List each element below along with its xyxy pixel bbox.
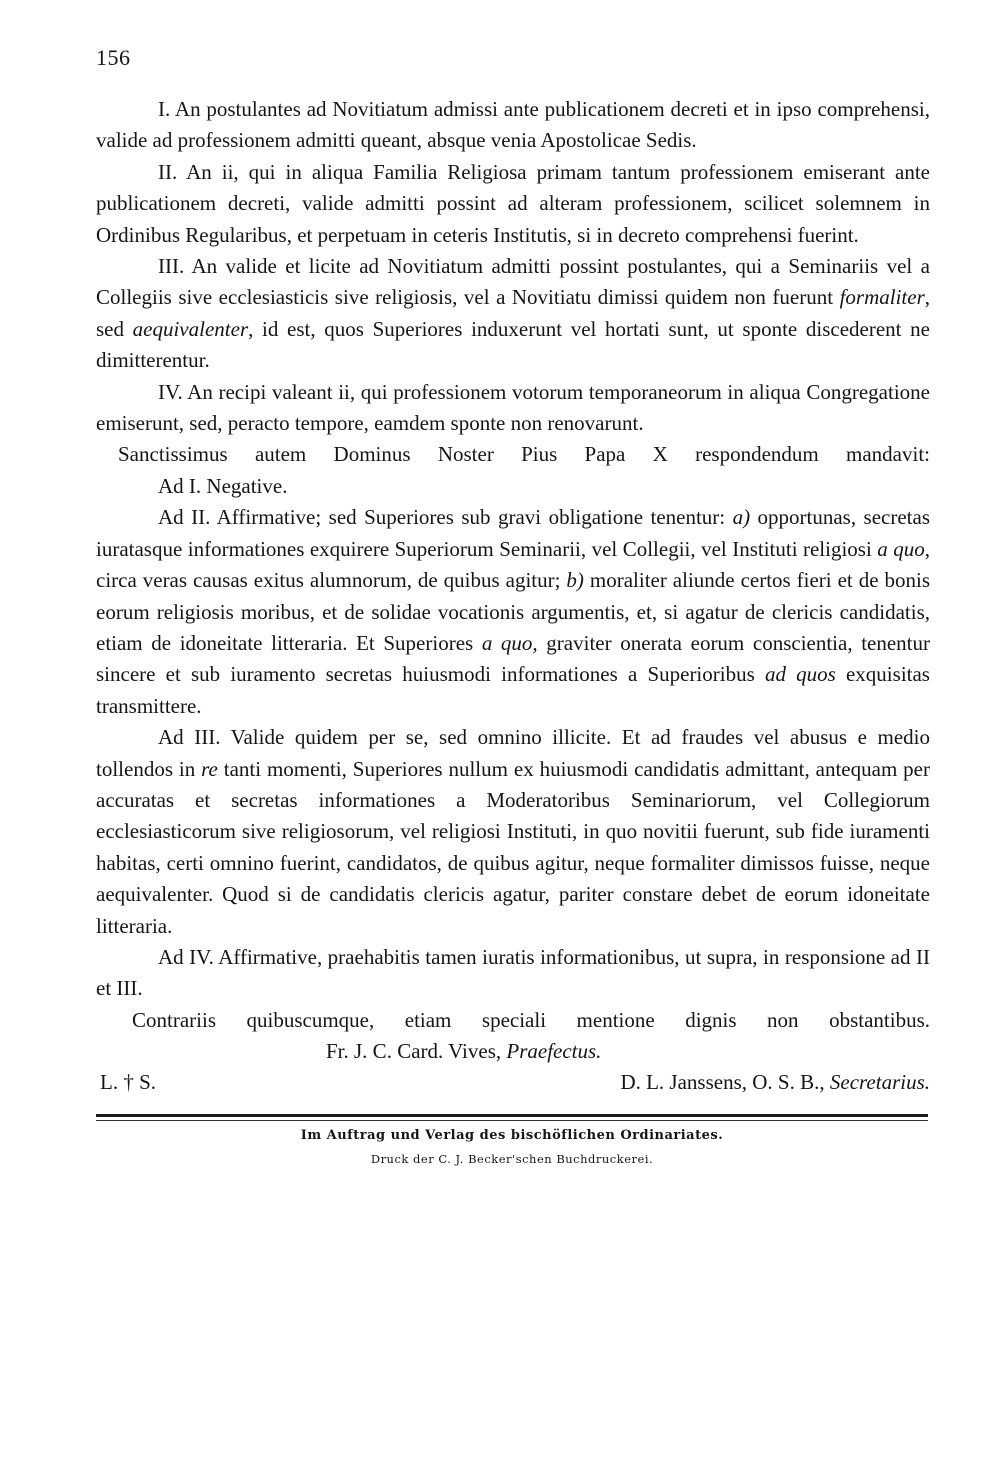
secretary-signature-row <box>96 1067 930 1098</box>
answer-2-italic-b: b) <box>566 568 584 593</box>
footer-printer: Druck der C. J. Becker'schen Buchdruckerei. <box>370 1152 654 1167</box>
question-3-italic-formaliter: formaliter <box>839 285 925 310</box>
prefect-signature <box>326 1036 601 1067</box>
answer-2-text-e: graviter onerata eorum conscientia, tenentur sincere et sub iuramento secretas huiusmodi informationes a Superioribus <box>96 630 931 687</box>
answer-2-italic-ad-quos: ad quos <box>764 662 836 687</box>
secretary-title: Secretarius. <box>829 1070 930 1095</box>
prefect-signature-row <box>96 1036 930 1067</box>
sanctissimus-paragraph: Sanctissimus autem Dominus Noster Pius Papa X respondendum mandavit: <box>118 442 930 467</box>
question-3-text-a: III. An valide et licite ad Novitiatum admitti possint postulantes, qui a Seminariis vel a Collegiis sive ecclesiasticis sive religiosis, vel a Novitiatu dimissi quidem non fuerunt <box>96 254 930 310</box>
answer-1: Ad I. Negative. <box>158 473 288 498</box>
secretary-signature <box>620 1067 930 1098</box>
question-2: II. An ii, qui in aliqua Familia Religiosa primam tantum professionem emiserant ante publicationem decreti, valide admitti possint ad alteram professionem, scilicet solemnem in Ordinibus Regularibus, et perpetuam in ceteris Institutis, si in decreto comprehensi fuerint. <box>96 159 930 247</box>
answer-2-text-c: , circa veras causas exitus alumnorum, de quibus agitur; <box>96 536 930 593</box>
answer-2-italic-a: a) <box>732 505 751 530</box>
answer-2-text-d: moraliter aliunde certos fieri et de bonis eorum religiosis moribus, et de solidae vocationis argumentis, et, si agatur de clericis candidatis, etiam de idoneitate litteraria. Et Superiores <box>96 568 930 655</box>
question-3-text-c: , id est, quos Superiores induxerunt vel hortati sunt, ut sponte discederent ne dimitterentur. <box>96 316 930 373</box>
question-1: I. An postulantes ad Novitiatum admissi ante publicationem decreti et in ipso comprehensi, valide ad professionem admitti queant, absque venia Apostolicae Sedis. <box>96 97 930 153</box>
contrariis-paragraph: Contrariis quibuscumque, etiam speciali mentione dignis non obstantibus. <box>132 1007 930 1032</box>
answer-4: Ad IV. Affirmative, praehabitis tamen iuratis informationibus, ut supra, in responsione ad II et III. <box>96 944 930 1001</box>
answer-3 <box>96 722 930 942</box>
answer-2-text-b: opportunas, secretas iuratasque informationes exquirere Superiorum Seminarii, vel Collegii, vel Instituti religiosi <box>96 505 930 561</box>
answer-2-text-a: Ad II. Affirmative; sed Superiores sub gravi obligatione tenentur: <box>158 505 733 530</box>
answer-2 <box>96 502 930 722</box>
answer-3-italic-re: re <box>201 756 218 781</box>
question-3-text-b: , sed <box>96 285 930 341</box>
question-3-italic-aequivalenter: aequivalenter <box>132 316 249 341</box>
page-number: 156 <box>96 45 131 70</box>
footer-publisher: Im Auftrag und Verlag des bischöflichen Ordinariates. <box>300 1128 724 1144</box>
question-4: IV. An recipi valeant ii, qui professionem votorum temporaneorum in aliqua Congregatione emiserunt, sed, peracto tempore, eamdem sponte non renovarunt. <box>96 379 930 436</box>
footer-rule-thin <box>96 1120 928 1121</box>
footer-rule-thick <box>96 1114 928 1117</box>
answer-3-text-b: tanti momenti, Superiores nullum ex huiusmodi candidatis admittant, antequam per accuratas et secretas informationes a Moderatoribus Seminariorum, vel Collegiorum ecclesiasticorum sive religiosorum, vel religiosi Instituti, in quo novitii fuerunt, sub fide iuramenti habitas, certi omnino fuerint, candidatos, de quibus agitur, neque formaliter dimissos fuisse, neque aequivalenter. Quod si de candidatis clericis agatur, pariter constare debet de eorum idoneitate litteraria. <box>96 756 930 938</box>
prefect-name: Fr. J. C. Card. Vives, <box>326 1039 507 1064</box>
prefect-title: Praefectus. <box>506 1039 602 1064</box>
secretary-name: D. L. Janssens, O. S. B., <box>620 1070 830 1095</box>
answer-3-text-a: Ad III. Valide quidem per se, sed omnino illicite. Et ad fraudes vel abusus e medio tollendos in <box>96 725 930 781</box>
answer-2-italic-a-quo-2: a quo, <box>481 630 538 655</box>
seal-mark: L. † S. <box>100 1070 157 1095</box>
question-3 <box>96 251 930 377</box>
answer-2-italic-a-quo: a quo <box>877 536 925 561</box>
answer-2-text-f: exquisitas transmittere. <box>96 662 930 718</box>
